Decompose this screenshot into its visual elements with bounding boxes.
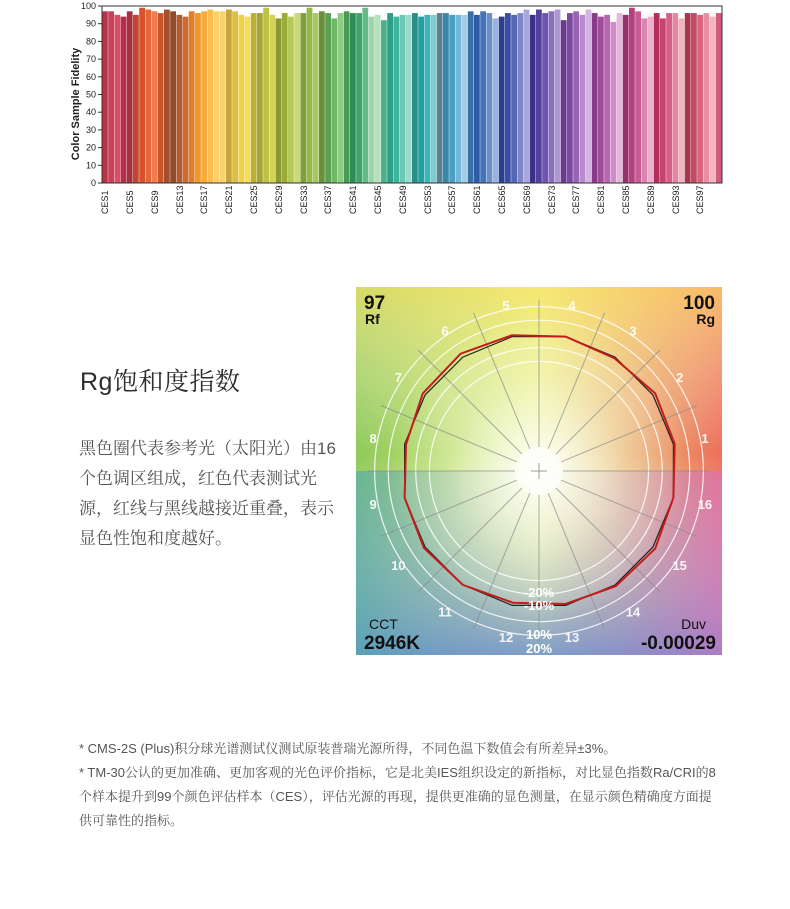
y-tick-label: 100 bbox=[80, 1, 96, 11]
bars-group bbox=[102, 8, 722, 183]
bar-ces7 bbox=[139, 8, 145, 183]
bar-ces66 bbox=[505, 13, 511, 183]
bar-ces59 bbox=[462, 15, 468, 183]
hue-bin-label-15: 15 bbox=[672, 557, 687, 573]
bar-ces5 bbox=[127, 11, 133, 183]
x-tick-label: CES33 bbox=[298, 185, 309, 214]
bar-ces26 bbox=[257, 13, 263, 183]
cct-label: CCT bbox=[369, 616, 398, 632]
bar-ces65 bbox=[499, 17, 505, 183]
bar-ces77 bbox=[573, 11, 579, 183]
bar-ces43 bbox=[362, 8, 368, 183]
bar-ces69 bbox=[524, 10, 530, 183]
bar-ces99 bbox=[710, 17, 716, 183]
x-tick-label: CES29 bbox=[273, 185, 284, 214]
hue-bin-label-3: 3 bbox=[629, 323, 637, 339]
bar-ces92 bbox=[666, 13, 672, 183]
section-heading: Rg饱和度指数 bbox=[80, 368, 241, 396]
bar-ces89 bbox=[648, 17, 654, 183]
x-tick-label: CES69 bbox=[521, 185, 532, 214]
bar-ces74 bbox=[555, 10, 561, 183]
hue-bin-label-9: 9 bbox=[369, 497, 377, 513]
bar-ces4 bbox=[121, 17, 127, 183]
bar-ces95 bbox=[685, 13, 691, 183]
bar-ces35 bbox=[313, 13, 319, 183]
bar-ces47 bbox=[387, 13, 393, 183]
x-tick-label: CES97 bbox=[695, 185, 706, 214]
bar-ces81 bbox=[598, 17, 604, 183]
x-tick-label: CES1 bbox=[100, 190, 111, 214]
bar-ces19 bbox=[214, 11, 220, 183]
bar-ces53 bbox=[424, 15, 430, 183]
bar-ces78 bbox=[579, 15, 585, 183]
section-description: 黑色圈代表参考光（太阳光）由16个色调区组成，红色代表测试光源，红线与黑线越接近重叠，表示显色性饱和度越好。 bbox=[79, 439, 336, 548]
y-tick-label: 70 bbox=[85, 54, 96, 65]
hue-bin-label-8: 8 bbox=[369, 430, 377, 446]
bar-ces27 bbox=[263, 8, 269, 183]
bar-ces9 bbox=[152, 11, 158, 183]
ring-label-plus20: 20% bbox=[525, 641, 553, 655]
y-tick-label: 40 bbox=[85, 107, 96, 118]
bar-ces80 bbox=[592, 13, 598, 183]
bar-ces75 bbox=[561, 20, 567, 183]
bar-ces45 bbox=[375, 15, 381, 183]
x-tick-label: CES77 bbox=[571, 185, 582, 214]
bar-ces96 bbox=[691, 13, 697, 183]
bar-ces76 bbox=[567, 13, 573, 183]
hue-bin-label-11: 11 bbox=[438, 604, 452, 620]
bar-ces23 bbox=[238, 15, 244, 183]
bar-ces22 bbox=[232, 11, 238, 183]
bar-ces61 bbox=[474, 15, 480, 183]
bar-ces17 bbox=[201, 11, 207, 183]
x-tick-label: CES41 bbox=[348, 185, 359, 214]
bar-ces10 bbox=[158, 13, 164, 183]
x-tick-label: CES73 bbox=[546, 185, 557, 214]
rg-value: 100 bbox=[683, 293, 715, 314]
hue-bin-label-7: 7 bbox=[394, 370, 402, 386]
bar-ces33 bbox=[300, 13, 306, 183]
hue-bin-label-12: 12 bbox=[498, 629, 514, 645]
hue-bin-label-10: 10 bbox=[391, 557, 406, 573]
bar-ces1 bbox=[102, 11, 108, 183]
bar-ces11 bbox=[164, 10, 170, 183]
bar-ces12 bbox=[170, 11, 176, 183]
bar-ces38 bbox=[331, 18, 337, 183]
x-tick-label: CES93 bbox=[670, 185, 681, 214]
x-tick-label: CES25 bbox=[248, 185, 259, 214]
rf-value: 97 bbox=[364, 293, 386, 314]
bar-ces40 bbox=[344, 11, 350, 183]
bar-ces67 bbox=[511, 15, 517, 183]
ring-label-minus10: -10% bbox=[523, 598, 555, 613]
cct-value: 2946K bbox=[364, 633, 420, 654]
bar-ces31 bbox=[288, 17, 294, 183]
bar-ces54 bbox=[431, 15, 437, 183]
bar-ces93 bbox=[672, 13, 678, 183]
bar-ces97 bbox=[697, 15, 703, 183]
bar-ces29 bbox=[276, 18, 282, 183]
bar-ces56 bbox=[443, 13, 449, 183]
duv-label: Duv bbox=[681, 616, 706, 632]
bar-ces6 bbox=[133, 15, 139, 183]
y-tick-label: 80 bbox=[85, 36, 96, 47]
bar-ces28 bbox=[269, 15, 275, 183]
bar-ces46 bbox=[381, 20, 387, 183]
bar-ces13 bbox=[176, 15, 182, 183]
bar-ces64 bbox=[493, 18, 499, 183]
bar-ces91 bbox=[660, 18, 666, 183]
bar-ces90 bbox=[654, 13, 660, 183]
bar-ces94 bbox=[679, 18, 685, 183]
bar-ces50 bbox=[406, 15, 412, 183]
color-fidelity-bar-chart bbox=[0, 0, 790, 215]
x-tick-label: CES45 bbox=[372, 185, 383, 214]
ring-label-minus20: -20% bbox=[523, 585, 555, 600]
x-tick-label: CES49 bbox=[397, 185, 408, 214]
bar-ces73 bbox=[548, 11, 554, 183]
bar-ces36 bbox=[319, 11, 325, 183]
bar-ces14 bbox=[183, 17, 189, 183]
duv-value: -0.00029 bbox=[640, 633, 716, 654]
y-tick-label: 90 bbox=[85, 18, 96, 29]
bar-ces2 bbox=[108, 11, 114, 183]
x-tick-label: CES65 bbox=[496, 185, 507, 214]
bar-ces44 bbox=[369, 17, 375, 183]
bar-ces15 bbox=[189, 11, 195, 183]
hue-bin-label-6: 6 bbox=[441, 323, 449, 339]
y-tick-label: 30 bbox=[85, 124, 96, 135]
bar-ces70 bbox=[530, 15, 536, 183]
footnote-2: * TM-30公认的更加准确、更加客观的光色评价指标，它是北美IES组织设定的新指标，对比显色指数Ra/CRI的8个样本提升到99个颜色评估样本（CES），评估光源的再现，提供更准确的显色测量，在显示颜色精确度方面提供可靠性的指标。 bbox=[79, 765, 716, 828]
bar-ces85 bbox=[623, 15, 629, 183]
bar-ces32 bbox=[294, 13, 300, 183]
x-tick-label: CES9 bbox=[149, 190, 160, 214]
bar-ces16 bbox=[195, 13, 201, 183]
bar-ces52 bbox=[418, 17, 424, 183]
hue-bin-label-4: 4 bbox=[568, 298, 576, 314]
bar-ces3 bbox=[114, 15, 120, 183]
bar-ces58 bbox=[455, 15, 461, 183]
bar-ces51 bbox=[412, 13, 418, 183]
bar-ces82 bbox=[604, 15, 610, 183]
bar-ces71 bbox=[536, 10, 542, 183]
y-tick-label: 10 bbox=[85, 160, 96, 171]
rf-label: Rf bbox=[365, 311, 380, 327]
bar-ces98 bbox=[703, 13, 709, 183]
bar-ces88 bbox=[641, 18, 647, 183]
bar-ces20 bbox=[220, 11, 226, 183]
x-tick-label: CES53 bbox=[422, 185, 433, 214]
ring-label-plus10: 10% bbox=[525, 627, 553, 642]
bar-ces55 bbox=[437, 13, 443, 183]
hue-bin-label-14: 14 bbox=[625, 604, 641, 620]
bar-ces63 bbox=[486, 13, 492, 183]
x-tick-label: CES37 bbox=[323, 185, 334, 214]
bar-ces79 bbox=[586, 10, 592, 183]
footnotes bbox=[79, 737, 719, 833]
x-tick-label: CES5 bbox=[124, 190, 135, 214]
hue-bin-label-2: 2 bbox=[676, 370, 684, 386]
y-axis-label: Color Sample Fidelity bbox=[70, 47, 82, 161]
bar-ces57 bbox=[449, 15, 455, 183]
bar-ces62 bbox=[480, 11, 486, 183]
y-tick-label: 60 bbox=[85, 71, 96, 82]
bar-ces8 bbox=[145, 10, 151, 183]
x-tick-label: CES89 bbox=[645, 185, 656, 214]
x-tick-label: CES17 bbox=[199, 185, 210, 214]
hue-bin-label-13: 13 bbox=[564, 629, 580, 645]
footnote-1: * CMS-2S (Plus)积分球光谱测试仪测试原装普瑞光源所得，不同色温下数值会有所差异±3%。 bbox=[79, 741, 617, 756]
bar-ces72 bbox=[542, 13, 548, 183]
y-tick-label: 20 bbox=[85, 142, 96, 153]
y-axis-ticks bbox=[81, 1, 102, 188]
rg-label: Rg bbox=[696, 311, 715, 327]
bar-ces41 bbox=[350, 13, 356, 183]
hue-bin-label-16: 16 bbox=[697, 497, 713, 513]
bar-ces24 bbox=[245, 17, 251, 183]
bar-ces30 bbox=[282, 13, 288, 183]
bar-ces34 bbox=[307, 8, 313, 183]
bar-ces86 bbox=[629, 8, 635, 183]
bar-ces37 bbox=[325, 13, 331, 183]
bar-ces87 bbox=[635, 11, 641, 183]
x-tick-label: CES85 bbox=[620, 185, 631, 214]
bar-ces49 bbox=[400, 15, 406, 183]
hue-bin-label-5: 5 bbox=[502, 298, 510, 314]
x-tick-label: CES61 bbox=[472, 185, 483, 214]
bar-ces42 bbox=[356, 13, 362, 183]
x-tick-label: CES21 bbox=[224, 185, 235, 214]
y-tick-label: 0 bbox=[90, 178, 96, 188]
bar-ces100 bbox=[716, 13, 722, 183]
bar-ces25 bbox=[251, 13, 257, 183]
bar-ces68 bbox=[517, 13, 523, 183]
bar-ces83 bbox=[610, 22, 616, 183]
color-vector-graphic bbox=[356, 287, 722, 655]
bar-ces39 bbox=[338, 13, 344, 183]
y-tick-label: 50 bbox=[85, 89, 96, 100]
bar-ces84 bbox=[617, 13, 623, 183]
x-tick-label: CES57 bbox=[447, 185, 458, 214]
bar-ces18 bbox=[207, 10, 213, 183]
hue-bin-label-1: 1 bbox=[701, 430, 709, 446]
bar-ces21 bbox=[226, 10, 232, 183]
bar-ces60 bbox=[468, 11, 474, 183]
bar-ces48 bbox=[393, 17, 399, 183]
x-tick-label: CES13 bbox=[174, 185, 185, 214]
x-tick-label: CES81 bbox=[596, 185, 607, 214]
